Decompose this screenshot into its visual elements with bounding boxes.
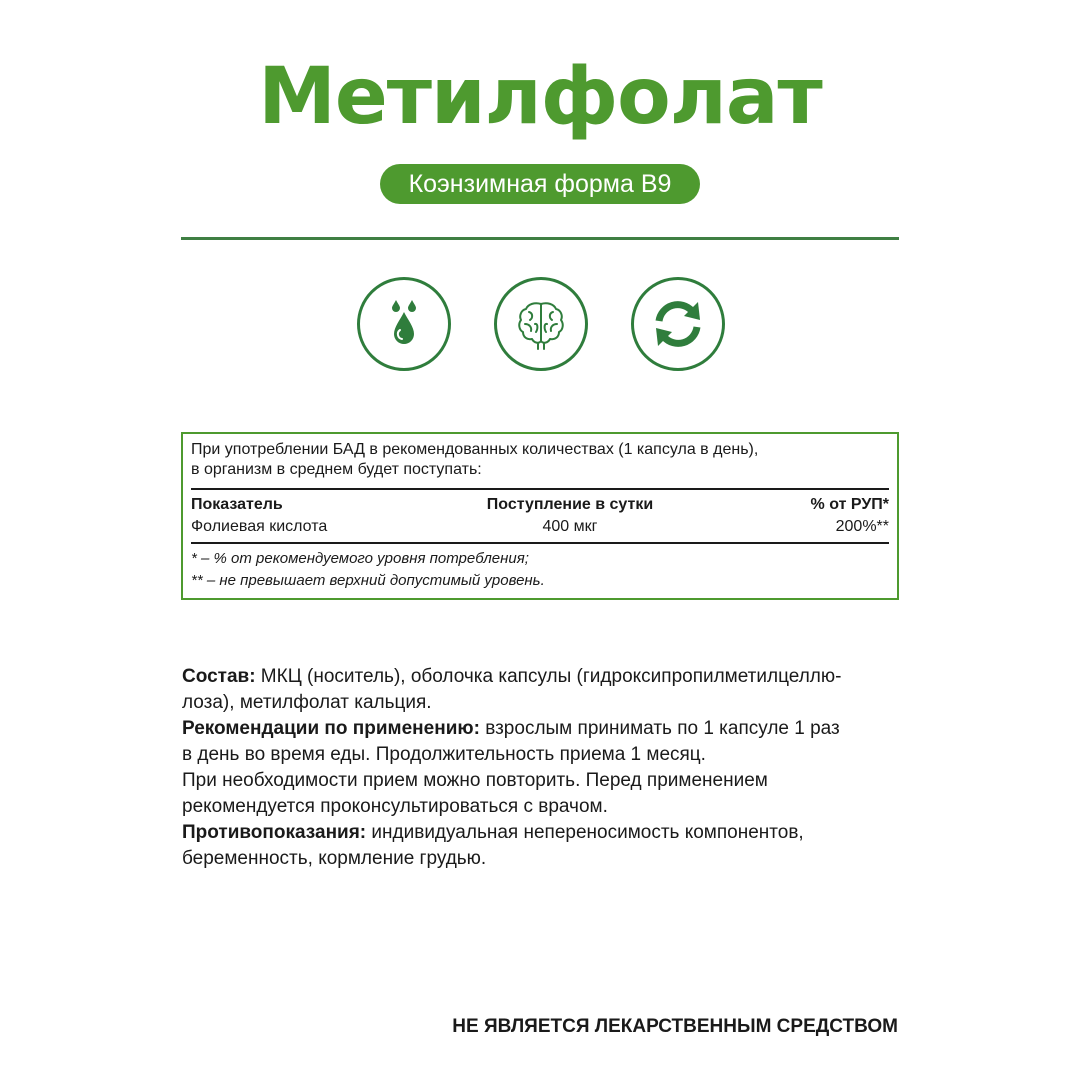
composition-label: Состав: xyxy=(182,666,256,687)
footnote-2: ** – не превышает верхний допустимый уровень. xyxy=(191,572,545,589)
column-header-indicator: Показатель xyxy=(191,496,283,513)
table-header-row xyxy=(191,494,889,516)
nutrition-info-box xyxy=(181,432,899,600)
cell-intake: 400 мкг xyxy=(542,518,598,535)
intro-line-1: При употреблении БАД в рекомендованных количествах (1 капсула в день), xyxy=(191,441,759,458)
contraindications-label: Противопоказания: xyxy=(182,822,367,843)
subtitle-badge xyxy=(380,164,700,204)
product-title: Метилфолат xyxy=(258,52,822,142)
table-top-rule xyxy=(191,488,889,490)
usage-text-4: рекомендуется проконсультироваться с врачом. xyxy=(182,796,608,817)
composition-text-1: МКЦ (носитель), оболочка капсулы (гидроксипропилметилцеллю- xyxy=(255,666,842,687)
cell-percent: 200%** xyxy=(835,518,889,535)
brain-icon xyxy=(494,277,588,371)
table-row xyxy=(191,516,889,538)
usage-label: Рекомендации по применению: xyxy=(182,718,480,739)
usage-line-1 xyxy=(182,716,898,742)
contraindications-text-2: беременность, кормление грудью. xyxy=(182,848,487,869)
product-description xyxy=(182,664,898,872)
usage-text-1: взрослым принимать по 1 капсуле 1 раз xyxy=(479,718,840,739)
column-header-percent: % от РУП* xyxy=(810,496,889,513)
disclaimer-text: НЕ ЯВЛЯЕТСЯ ЛЕКАРСТВЕННЫМ СРЕДСТВОМ xyxy=(452,1016,898,1037)
divider xyxy=(181,237,899,240)
refresh-icon xyxy=(631,277,725,371)
subtitle-text: Коэнзимная форма В9 xyxy=(408,169,672,198)
usage-text-3: При необходимости прием можно повторить. Перед применением xyxy=(182,770,768,791)
intro-line-2: в организм в среднем будет поступать: xyxy=(191,461,482,478)
usage-text-2: в день во время еды. Продолжительность приема 1 месяц. xyxy=(182,744,706,765)
column-header-intake: Поступление в сутки xyxy=(486,496,654,513)
footnote-1: * – % от рекомендуемого уровня потребления; xyxy=(191,550,529,567)
contraindications-line-1 xyxy=(182,820,898,846)
composition-line-1 xyxy=(182,664,898,690)
composition-text-2: лоза), метилфолат кальция. xyxy=(182,692,432,713)
table-bottom-rule xyxy=(191,542,889,544)
cell-indicator: Фолиевая кислота xyxy=(191,518,328,535)
drops-icon xyxy=(357,277,451,371)
contraindications-text-1: индивидуальная непереносимость компонентов, xyxy=(366,822,804,843)
